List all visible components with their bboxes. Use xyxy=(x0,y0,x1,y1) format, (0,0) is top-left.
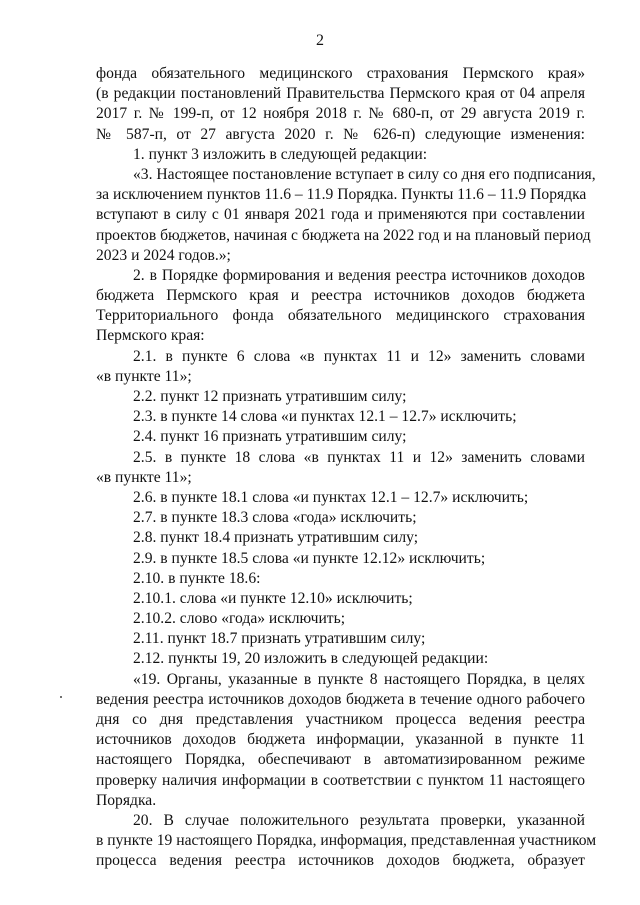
text-line: 2.10. в пункте 18.6: xyxy=(133,569,261,587)
text-line: бюджета Пермского края и реестра источников доходов бюджета xyxy=(96,287,585,305)
text-line: № 587-п, от 27 августа 2020 г. № 626-п) следующие изменения: xyxy=(96,125,585,143)
text-line: фонда обязательного медицинского страхования Пермского края» xyxy=(96,65,585,82)
text-line: в пункте 19 настоящего Порядка, информация, представленная участником xyxy=(96,832,597,850)
text-line: (в редакции постановлений Правительства Пермского края от 04 апреля xyxy=(96,85,585,103)
text-line: Пермского края: xyxy=(96,327,205,345)
page-number: 2 xyxy=(316,32,324,49)
text-line: 2.10.2. слово «года» исключить; xyxy=(133,610,346,628)
scan-speck xyxy=(60,696,62,698)
document-body xyxy=(96,64,597,872)
text-line: ведения реестра источников доходов бюджета в течение одного рабочего xyxy=(96,690,585,708)
text-line: 2.1. в пункте 6 слова «в пунктах 11 и 12» заменить словами xyxy=(133,347,585,365)
text-line: 2. в Порядке формирования и ведения реестра источников доходов xyxy=(133,266,585,284)
text-line: 2017 г. № 199-п, от 12 ноября 2018 г. № 680-п, от 29 августа 2019 г. xyxy=(96,105,585,123)
text-line: вступают в силу с 01 января 2021 года и применяются при составлении xyxy=(96,206,585,224)
text-line: настоящего Порядка, обеспечивают в автоматизированном режиме xyxy=(96,751,585,769)
text-line: Территориального фонда обязательного медицинского страхования xyxy=(96,307,585,325)
text-line: «в пункте 11»; xyxy=(96,468,192,486)
text-line: дня со дня представления участником процесса ведения реестра xyxy=(96,711,585,728)
text-line: 2.8. пункт 18.4 признать утратившим силу; xyxy=(133,529,419,547)
text-line: источников доходов бюджета информации, указанной в пункте 11 xyxy=(96,731,585,749)
text-line: «в пункте 11»; xyxy=(96,367,192,385)
text-line: за исключением пунктов 11.6 – 11.9 Порядка. Пункты 11.6 – 11.9 Порядка xyxy=(96,186,587,204)
text-line: 2.10.1. слова «и пункте 12.10» исключить; xyxy=(133,589,413,607)
text-line: 2.3. в пункте 14 слова «и пунктах 12.1 – 12.7» исключить; xyxy=(133,408,517,426)
text-line: «19. Органы, указанные в пункте 8 настоящего Порядка, в целях xyxy=(133,670,585,688)
text-line: проектов бюджетов, начиная с бюджета на 2022 год и на плановый период xyxy=(96,226,591,244)
text-line: проверку наличия информации в соответствии с пунктом 11 настоящего xyxy=(96,771,585,789)
text-line: 2.4. пункт 16 признать утратившим силу; xyxy=(133,428,407,446)
text-line: 2.12. пункты 19, 20 изложить в следующей редакции: xyxy=(133,650,489,668)
text-line: 2.6. в пункте 18.1 слова «и пунктах 12.1 – 12.7» исключить; xyxy=(133,488,529,506)
text-line: 2023 и 2024 годов.»; xyxy=(96,246,231,264)
text-line: 2.5. в пункте 18 слова «в пунктах 11 и 12» заменить словами xyxy=(133,448,585,466)
text-line: 20. В случае положительного результата проверки, указанной xyxy=(133,811,585,829)
text-line: 2.9. в пункте 18.5 слова «и пункте 12.12» исключить; xyxy=(133,549,486,567)
text-line: процесса ведения реестра источников доходов бюджета, образует xyxy=(96,852,585,870)
text-line: 1. пункт 3 изложить в следующей редакции: xyxy=(133,145,428,163)
text-line: Порядка. xyxy=(96,791,157,809)
text-line: 2.7. в пункте 18.3 слова «года» исключить; xyxy=(133,509,417,527)
text-line: 2.2. пункт 12 признать утратившим силу; xyxy=(133,388,407,405)
text-line: 2.11. пункт 18.7 признать утратившим силу; xyxy=(133,630,426,648)
text-line: «3. Настоящее постановление вступает в силу со дня его подписания, xyxy=(133,165,596,183)
